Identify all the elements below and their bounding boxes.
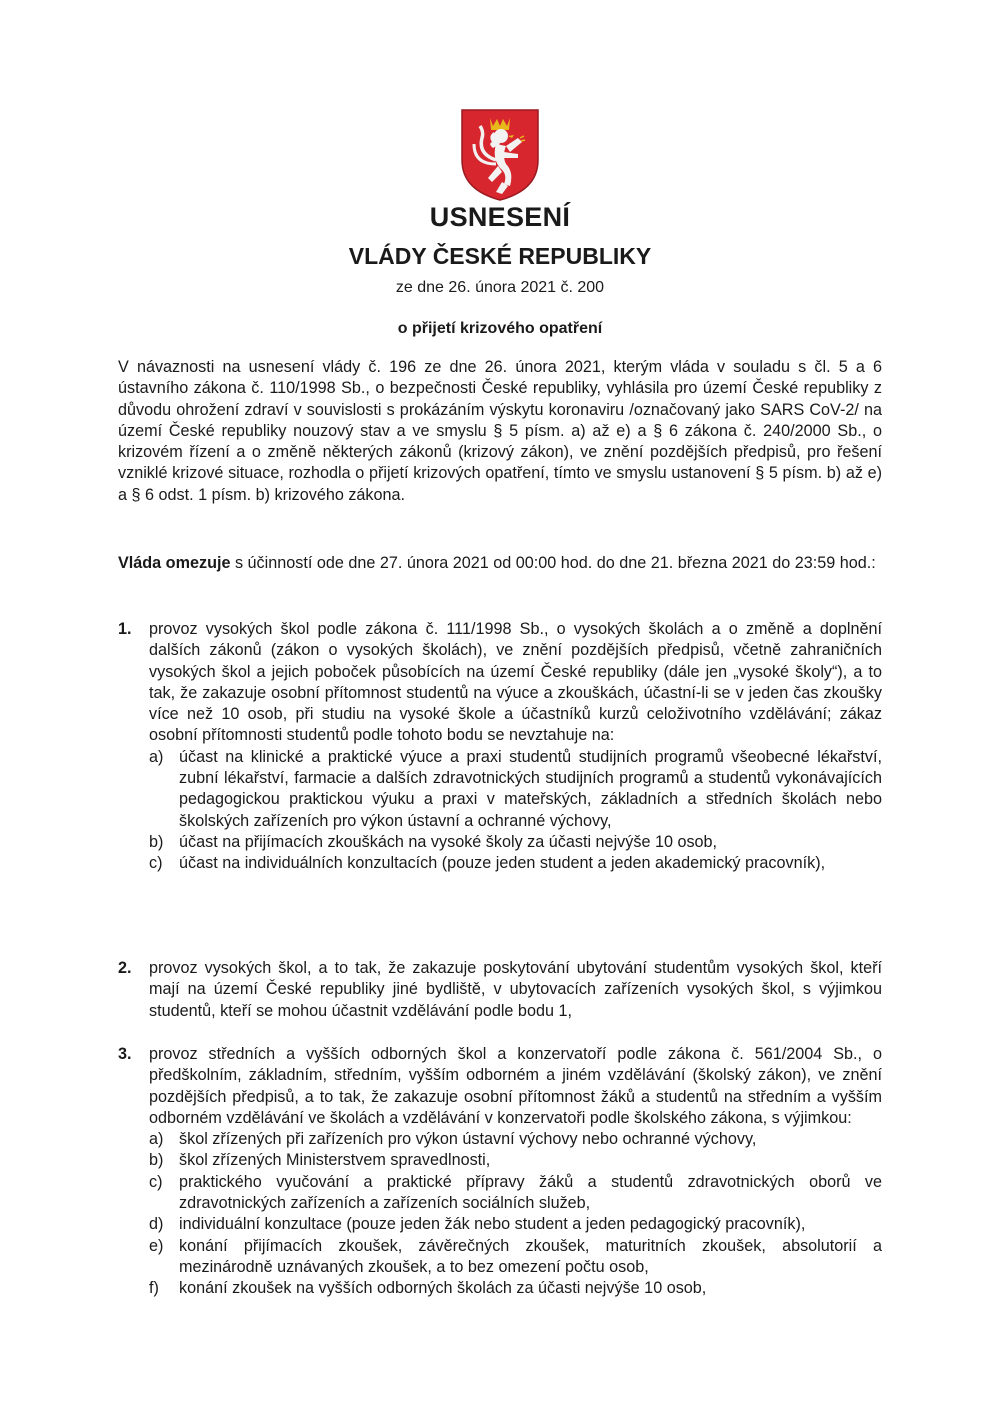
point-number: 3.	[118, 1045, 132, 1063]
sub-item-letter: f)	[149, 1279, 159, 1298]
sub-item-text: účast na individuálních konzultacích (pouze jeden student a jeden akademický pracovník),	[179, 854, 826, 873]
point-2	[118, 958, 882, 1022]
sub-item-text: škol zřízených při zařízeních pro výkon ústavní výchovy nebo ochranné výchovy,	[179, 1130, 757, 1149]
sub-item-text: individuální konzultace (pouze jeden žák nebo student a jeden pedagogický pracovník),	[179, 1215, 806, 1234]
sub-item-text: účast na přijímacích zkouškách na vysoké školy za účasti nejvýše 10 osob,	[179, 832, 718, 851]
sub-item	[149, 1129, 882, 1150]
sub-item-letter: a)	[149, 1130, 164, 1149]
decision-paragraph	[118, 553, 882, 574]
point-text: provoz středních a vyšších odborných škol a konzervatoří podle zákona č. 561/2004 Sb., o předškolním, základním, středním, vyšším odborném a jiném vzdělávání (školský zákon), ve znění pozdějších předpisů, a to tak, že zakazuje osobní přítomnost žáků a studentů na středním a vyšším odborném vzdělávání ve školách a vzdělávání v konzervatoři podle školského zákona, s výjimkou:	[149, 1045, 882, 1127]
sub-item-letter: b)	[149, 832, 164, 851]
resolution-topic: o přijetí krizového opatření	[397, 320, 603, 337]
point-3	[118, 1044, 882, 1300]
sub-item-text: konání přijímacích zkoušek, závěrečných zkoušek, maturitních zkoušek, absolutorií a mezinárodně uznávaných zkoušek, a to bez omezení počtu osob,	[179, 1236, 882, 1276]
decision-lead: Vláda omezuje	[118, 554, 231, 572]
sub-item	[149, 1278, 882, 1299]
point-text: provoz vysokých škol podle zákona č. 111/1998 Sb., o vysokých školách a o změně a doplnění dalších zákonů (zákon o vysokých školách), ve znění pozdějších předpisů, včetně zahraničních vysokých škol a jejich poboček působících na území České republiky (dále jen „vysoké školy“), a to tak, že zakazuje osobní přítomnost studentů na výuce a zkouškách, účastní-li se v jeden čas zkoušky více než 10 osob, při studiu na vysoké škole a účastníků kurzů celoživotního vzdělávání; zákaz osobní přítomnosti studentů podle tohoto bodu se nevztahuje na:	[149, 620, 882, 745]
sub-item-text: praktického vyučování a praktické přípravy žáků a studentů zdravotnických oborů ve zdravotnických zařízeních a zařízeních sociálních služeb,	[179, 1172, 882, 1213]
sub-item-letter: c)	[149, 854, 163, 873]
document-title: USNESENÍ	[429, 202, 571, 232]
sub-item-text: účast na klinické a praktické výuce a praxi studentů studijních programů všeobecné lékařství, zubní lékařství, farmacie a dalších zdravotnických studijních programů a studentů vykonávajících pedagogickou praktickou výuku a praxi v mateřských, základních a středních školách nebo školských zařízeních pro výkon ústavní a ochranné výchovy,	[179, 747, 882, 830]
sub-item	[149, 1214, 882, 1235]
point-number: 2.	[118, 959, 132, 977]
point-text: provoz vysokých škol, a to tak, že zakazuje poskytování ubytování studentům vysokých škol, kteří mají na území České republiky jiné bydliště, v ubytovacích zařízeních vysokých škol, s výjimkou studentů, kteří se mohou účastnit vzdělávání podle bodu 1,	[149, 959, 882, 1020]
intro-paragraph: V návaznosti na usnesení vlády č. 196 ze dne 26. února 2021, kterým vláda v souladu s čl. 5 a 6 ústavního zákona č. 110/1998 Sb., o bezpečnosti České republiky, vyhlásila pro území České republiky z důvodu ohrožení zdraví v souvislosti s prokázáním výskytu koronaviru /označovaný jako SARS CoV-2/ na území České republiky nouzový stav a ve smyslu § 5 písm. a) až e) a § 6 zákona č. 240/2000 Sb., o krizovém řízení a o změně některých zákonů (krizový zákon), ve znění pozdějších předpisů, pro řešení vzniklé krizové situace, rozhodla o přijetí krizových opatření, tímto ve smyslu ustanovení § 5 písm. b) až e) a § 6 odst. 1 písm. b) krizového zákona.	[118, 358, 882, 504]
sub-item-letter: d)	[149, 1215, 164, 1234]
document-subtitle: VLÁDY ČESKÉ REPUBLIKY	[348, 243, 652, 269]
point-1	[118, 619, 882, 875]
sub-item	[149, 1150, 882, 1171]
sub-item-letter: e)	[149, 1236, 164, 1255]
czech-coat-of-arms-icon	[460, 108, 540, 202]
sub-item-text: škol zřízených Ministerstvem spravedlnosti,	[179, 1151, 491, 1170]
sub-item	[149, 832, 882, 853]
sub-item	[149, 1172, 882, 1215]
sub-item-letter: a)	[149, 747, 164, 766]
sub-item-letter: c)	[149, 1172, 163, 1191]
date-and-number: ze dne 26. února 2021 č. 200	[395, 279, 605, 296]
decision-text: s účinností ode dne 27. února 2021 od 00:00 hod. do dne 21. března 2021 do 23:59 hod.:	[230, 554, 876, 572]
sub-item	[149, 747, 882, 832]
point-number: 1.	[118, 620, 132, 638]
sub-item	[149, 853, 882, 874]
sub-item-letter: b)	[149, 1151, 164, 1170]
sub-item-text: konání zkoušek na vyšších odborných školách za účasti nejvýše 10 osob,	[179, 1279, 707, 1298]
sub-item	[149, 1236, 882, 1279]
